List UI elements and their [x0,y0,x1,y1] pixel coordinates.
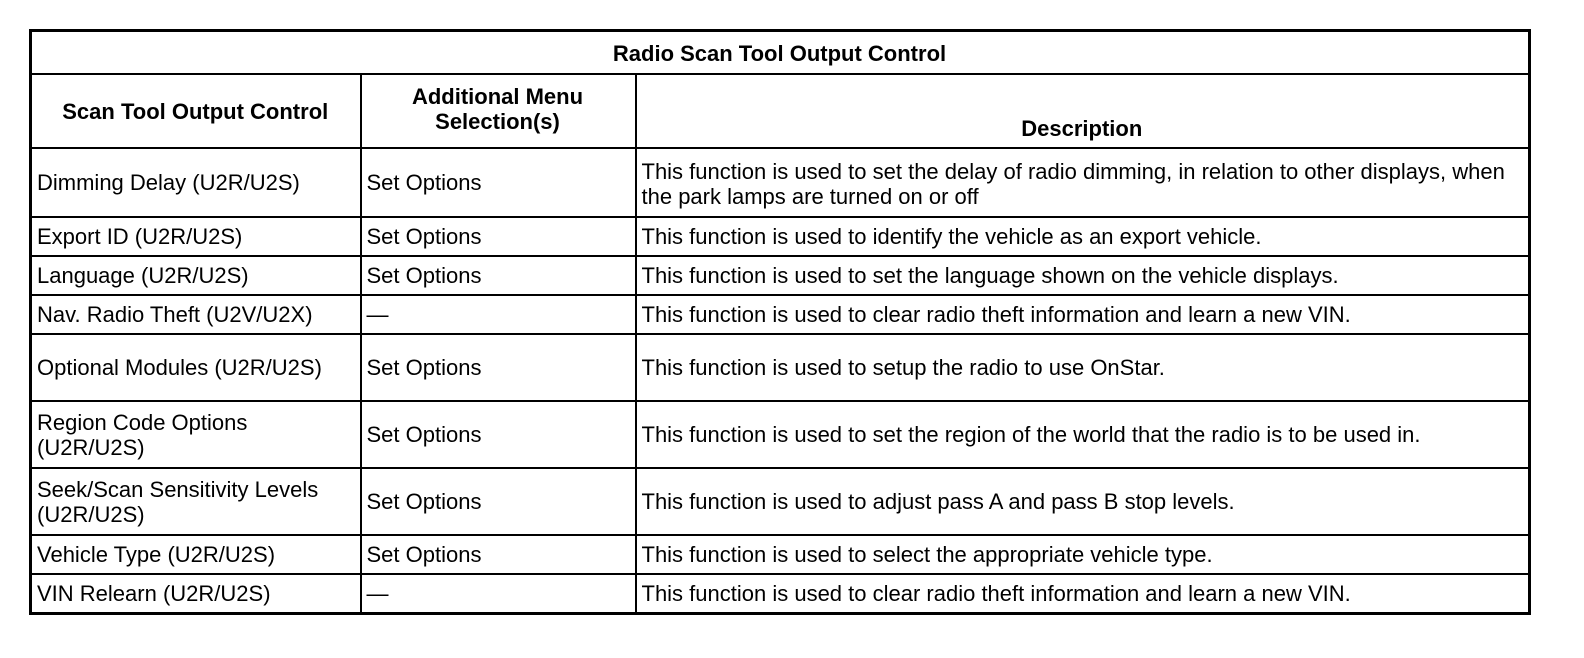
table-row [31,334,1530,401]
cell-description: This function is used to set the region of the world that the radio is to be used in. [636,401,1530,468]
cell-control: VIN Relearn (U2R/U2S) [31,574,361,614]
cell-control: Optional Modules (U2R/U2S) [31,334,361,401]
cell-menu: Set Options [361,401,636,468]
cell-menu: Set Options [361,256,636,295]
cell-menu: — [361,295,636,334]
cell-description: This function is used to select the appropriate vehicle type. [636,535,1530,574]
cell-control: Export ID (U2R/U2S) [31,217,361,256]
table-row [31,468,1530,535]
cell-description: This function is used to setup the radio to use OnStar. [636,334,1530,401]
table-row [31,401,1530,468]
cell-control: Seek/Scan Sensitivity Levels (U2R/U2S) [31,468,361,535]
cell-description: This function is used to identify the vehicle as an export vehicle. [636,217,1530,256]
radio-scan-tool-output-control-table [29,29,1531,615]
cell-description: This function is used to adjust pass A and pass B stop levels. [636,468,1530,535]
cell-menu: Set Options [361,468,636,535]
cell-menu: Set Options [361,334,636,401]
cell-menu: Set Options [361,148,636,217]
column-header-menu: Additional Menu Selection(s) [361,74,636,148]
cell-description: This function is used to set the delay of radio dimming, in relation to other displays, when the park lamps are turned on or off [636,148,1530,217]
cell-control: Language (U2R/U2S) [31,256,361,295]
cell-control: Nav. Radio Theft (U2V/U2X) [31,295,361,334]
table-row [31,217,1530,256]
table-row [31,295,1530,334]
cell-description: This function is used to clear radio theft information and learn a new VIN. [636,295,1530,334]
cell-description: This function is used to set the language shown on the vehicle displays. [636,256,1530,295]
column-header-description: Description [636,74,1530,148]
table-caption: Radio Scan Tool Output Control [31,31,1530,75]
table-row [31,148,1530,217]
cell-menu: Set Options [361,217,636,256]
table-row [31,256,1530,295]
cell-control: Region Code Options (U2R/U2S) [31,401,361,468]
cell-control: Vehicle Type (U2R/U2S) [31,535,361,574]
cell-control: Dimming Delay (U2R/U2S) [31,148,361,217]
column-header-control: Scan Tool Output Control [31,74,361,148]
cell-description: This function is used to clear radio theft information and learn a new VIN. [636,574,1530,614]
cell-menu: Set Options [361,535,636,574]
table-row [31,574,1530,614]
table-row [31,535,1530,574]
cell-menu: — [361,574,636,614]
